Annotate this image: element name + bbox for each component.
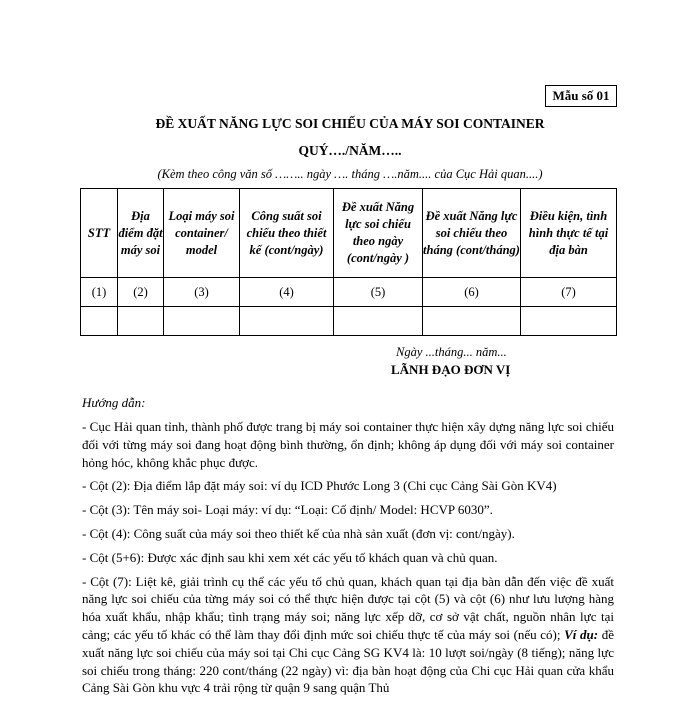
guide-paragraph: - Cột (2): Địa điểm lắp đặt máy soi: ví dụ ICD Phước Long 3 (Chi cục Cảng Sài Gòn KV4) [82, 478, 557, 494]
reference-line: (Kèm theo công văn số …….. ngày …. tháng ….năm.... của Cục Hải quan....) [157, 167, 543, 181]
guide-paragraph: - Cột (4): Công suất của máy soi theo thiết kế của nhà sản xuất (đơn vị: cont/ngày). [82, 525, 515, 541]
column-number: (2) [118, 278, 164, 307]
column-number: (7) [521, 278, 617, 307]
header-monthly-capacity: Đề xuất Năng lực soi chiếu theo tháng (cont/tháng) [423, 189, 521, 278]
example-label: Ví dụ: [564, 626, 599, 642]
header-location: Địa điểm đặt máy soi [118, 189, 164, 278]
guide-paragraph: - Cục Hải quan tỉnh, thành phố được trang bị máy soi container thực hiện xây dựng năng lực soi chiếu đối với từng máy soi đang hoạt động bình thường, ổn định; không áp dụng đối với máy soi container hỏng hóc, không khắc phục được. [82, 419, 614, 470]
form-number-box: Mẫu số 01 [545, 85, 617, 107]
header-model: Loại máy soi container/ model [164, 189, 240, 278]
header-daily-capacity: Đề xuất Năng lực soi chiếu theo ngày (cont/ngày ) [334, 189, 423, 278]
signature-date: Ngày ...tháng... năm... [396, 345, 507, 359]
guide-text: - Cột (7): Liệt kê, giải trình cụ thể các yếu tố chủ quan, khách quan tại địa bàn dẫn đến việc đề xuất năng lực soi chiếu của từng máy soi có thể thực hiện được tại cột (5) và cột (6) như lưu lượng hàng hóa xuất khẩu, nhập khẩu; tình trạng máy soi; năng lực xếp dỡ, cơ sở vật chất, nguồn nhân lực tại cảng; các yếu tố khác có thể làm thay đổi định mức soi chiếu thực tế của máy soi (nếu có); [82, 573, 614, 642]
table-row [81, 307, 617, 336]
header-design-capacity: Công suất soi chiếu theo thiết kế (cont/ngày) [240, 189, 334, 278]
header-conditions: Điều kiện, tình hình thực tế tại địa bàn [521, 189, 617, 278]
column-number: (1) [81, 278, 118, 307]
table-cell [118, 307, 164, 336]
column-number: (4) [240, 278, 334, 307]
guide-example: đề xuất năng lực soi chiếu của máy soi tại Chi cục Cảng SG KV4 là: 10 lượt soi/ngày (8 tiếng); năng lực soi chiếu trong tháng: 220 cont/tháng (22 ngày) vì: địa bàn hoạt động của Chi cục Hải quan cửa khẩu Cảng Sài Gòn khu vực 4 trải rộng từ quận 9 sang quận Thủ [82, 626, 615, 696]
table-cell [334, 307, 423, 336]
table-cell [164, 307, 240, 336]
table-row [81, 278, 617, 307]
table-header-row [81, 189, 617, 278]
guide-heading: Hướng dẫn: [82, 395, 146, 410]
signature-title: LÃNH ĐẠO ĐƠN VỊ [391, 362, 511, 377]
table-cell [521, 307, 617, 336]
table-cell [81, 307, 118, 336]
table-cell [240, 307, 334, 336]
document-title: ĐỀ XUẤT NĂNG LỰC SOI CHIẾU CỦA MÁY SOI CONTAINER [155, 116, 545, 131]
column-number: (3) [164, 278, 240, 307]
header-stt: STT [81, 189, 118, 278]
guide-paragraph [82, 573, 614, 698]
period-line: QUÝ…./NĂM….. [298, 143, 402, 158]
column-number: (5) [334, 278, 423, 307]
column-number: (6) [423, 278, 521, 307]
guide-body [82, 418, 614, 703]
table-cell [423, 307, 521, 336]
guide-paragraph: - Cột (5+6): Được xác định sau khi xem xét các yếu tố khách quan và chủ quan. [82, 549, 498, 565]
proposal-table [80, 188, 617, 336]
guide-paragraph: - Cột (3): Tên máy soi- Loại máy: ví dụ: “Loại: Cố định/ Model: HCVP 6030”. [82, 502, 493, 518]
